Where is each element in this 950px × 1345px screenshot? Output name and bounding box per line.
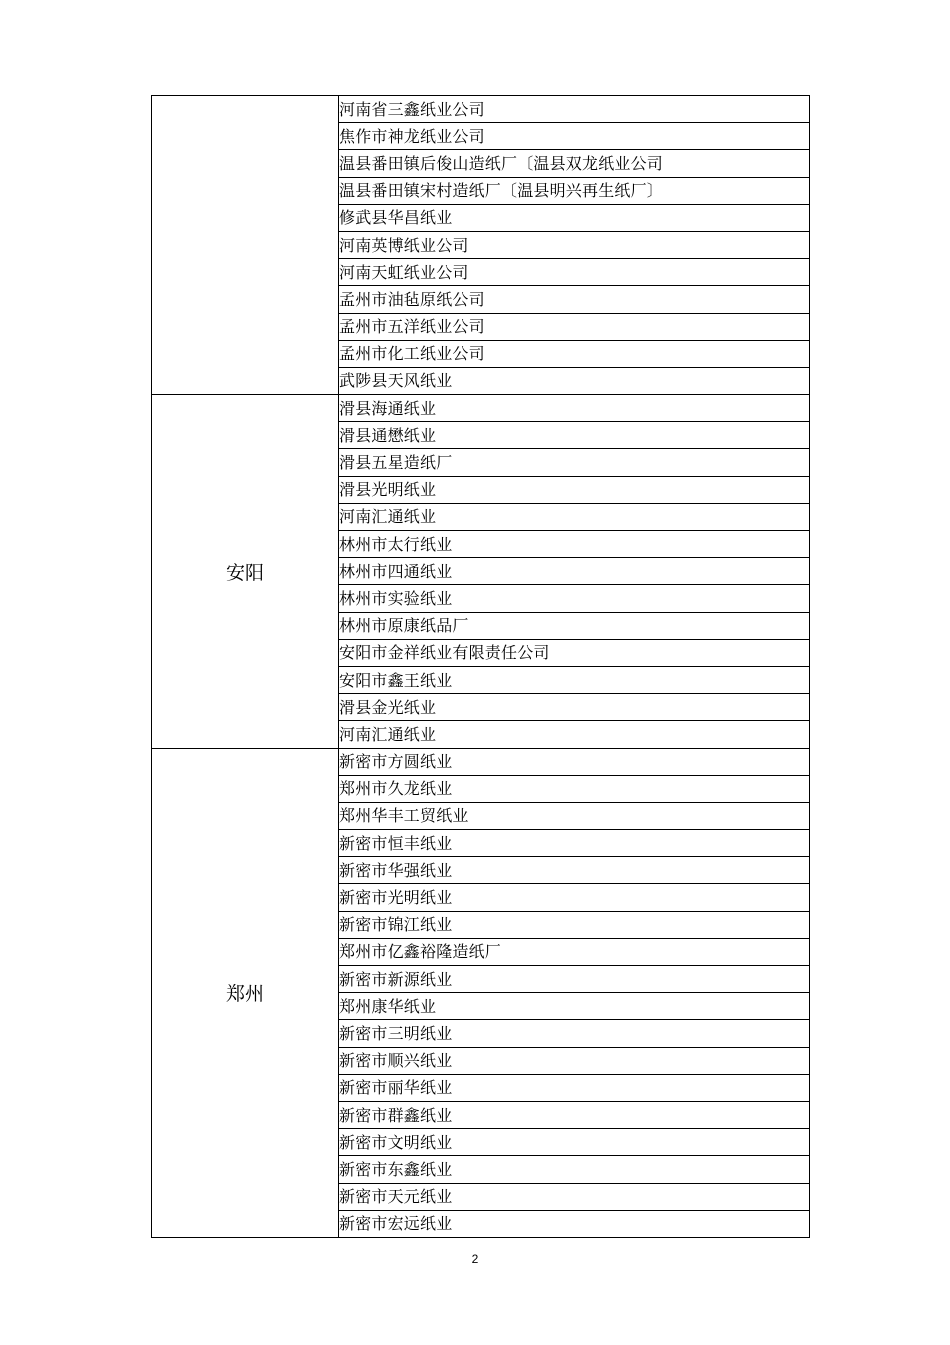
company-name-cell: 新密市光明纸业 <box>339 884 810 911</box>
company-name-cell: 林州市原康纸品厂 <box>339 612 810 639</box>
company-name-cell: 林州市四通纸业 <box>339 558 810 585</box>
company-name-cell: 新密市恒丰纸业 <box>339 830 810 857</box>
company-name-cell: 新密市群鑫纸业 <box>339 1101 810 1128</box>
table-row <box>152 748 810 775</box>
company-name-cell: 滑县海通纸业 <box>339 395 810 422</box>
company-name-cell: 河南汇通纸业 <box>339 721 810 748</box>
company-name-cell: 滑县通懋纸业 <box>339 422 810 449</box>
company-name-cell: 新密市天元纸业 <box>339 1183 810 1210</box>
page-number: 2 <box>471 1252 479 1266</box>
company-name-cell: 林州市太行纸业 <box>339 531 810 558</box>
region-cell: 郑州 <box>152 748 339 1237</box>
company-name-cell: 温县番田镇后俊山造纸厂〔温县双龙纸业公司 <box>339 150 810 177</box>
company-name-cell: 孟州市化工纸业公司 <box>339 340 810 367</box>
company-name-cell: 郑州华丰工贸纸业 <box>339 802 810 829</box>
company-name-cell: 河南天虹纸业公司 <box>339 259 810 286</box>
table-row <box>152 96 810 123</box>
region-cell: 安阳 <box>152 395 339 748</box>
company-name-cell: 滑县金光纸业 <box>339 694 810 721</box>
company-name-cell: 新密市宏远纸业 <box>339 1210 810 1237</box>
company-name-cell: 修武县华昌纸业 <box>339 204 810 231</box>
company-name-cell: 孟州市五洋纸业公司 <box>339 313 810 340</box>
company-name-cell: 新密市新源纸业 <box>339 966 810 993</box>
company-name-cell: 郑州康华纸业 <box>339 993 810 1020</box>
company-name-cell: 滑县五星造纸厂 <box>339 449 810 476</box>
company-name-cell: 河南汇通纸业 <box>339 503 810 530</box>
company-name-cell: 安阳市鑫王纸业 <box>339 666 810 693</box>
company-name-cell: 孟州市油毡原纸公司 <box>339 286 810 313</box>
company-name-cell: 新密市三明纸业 <box>339 1020 810 1047</box>
company-name-cell: 新密市锦江纸业 <box>339 911 810 938</box>
company-name-cell: 新密市文明纸业 <box>339 1129 810 1156</box>
company-name-cell: 新密市华强纸业 <box>339 857 810 884</box>
region-cell <box>152 96 339 395</box>
table-row <box>152 395 810 422</box>
company-name-cell: 温县番田镇宋村造纸厂〔温县明兴再生纸厂〕 <box>339 177 810 204</box>
company-name-cell: 新密市东鑫纸业 <box>339 1156 810 1183</box>
company-table <box>151 95 810 1238</box>
company-name-cell: 滑县光明纸业 <box>339 476 810 503</box>
company-name-cell: 焦作市神龙纸业公司 <box>339 123 810 150</box>
company-name-cell: 郑州市久龙纸业 <box>339 775 810 802</box>
company-name-cell: 郑州市亿鑫裕隆造纸厂 <box>339 938 810 965</box>
company-name-cell: 新密市丽华纸业 <box>339 1074 810 1101</box>
company-name-cell: 新密市顺兴纸业 <box>339 1047 810 1074</box>
company-name-cell: 河南省三鑫纸业公司 <box>339 96 810 123</box>
company-name-cell: 安阳市金祥纸业有限责任公司 <box>339 639 810 666</box>
company-name-cell: 林州市实验纸业 <box>339 585 810 612</box>
company-name-cell: 新密市方圆纸业 <box>339 748 810 775</box>
company-name-cell: 河南英博纸业公司 <box>339 231 810 258</box>
company-name-cell: 武陟县天风纸业 <box>339 367 810 394</box>
company-table-body <box>152 96 810 1238</box>
